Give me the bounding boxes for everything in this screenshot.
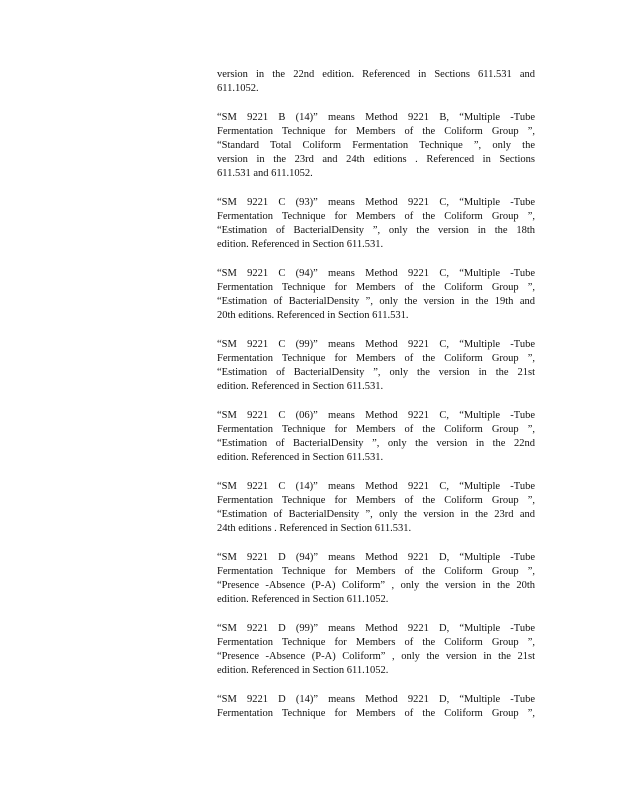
text-line: “Estimation of BacterialDensity ”, only the version in the 21st bbox=[217, 367, 535, 378]
text-line: “Standard Total Coliform Fermentation Technique ”, only the bbox=[217, 140, 535, 151]
text-line: version in the 23rd and 24th editions . Referenced in Sections bbox=[217, 154, 535, 165]
text-line: Fermentation Technique for Members of the Coliform Group ”, bbox=[217, 126, 535, 137]
definition-paragraph bbox=[217, 409, 535, 465]
text-line: edition. Referenced in Section 611.531. bbox=[217, 381, 384, 392]
text-line: 611.1052. bbox=[217, 83, 259, 94]
text-line: “SM 9221 C (93)” means Method 9221 C, “Multiple -Tube bbox=[217, 197, 535, 208]
definition-paragraph bbox=[217, 267, 535, 323]
text-line: “Presence -Absence (P-A) Coliform” , only the version in the 21st bbox=[217, 651, 535, 662]
text-line: edition. Referenced in Section 611.531. bbox=[217, 452, 384, 463]
text-line: “SM 9221 D (14)” means Method 9221 D, “Multiple -Tube bbox=[217, 694, 535, 705]
definition-paragraph bbox=[217, 551, 535, 607]
text-line: edition. Referenced in Section 611.1052. bbox=[217, 594, 389, 605]
document-body bbox=[217, 68, 535, 736]
text-line: Fermentation Technique for Members of the Coliform Group ”, bbox=[217, 282, 535, 293]
text-line: Fermentation Technique for Members of the Coliform Group ”, bbox=[217, 637, 535, 648]
definition-paragraph bbox=[217, 111, 535, 181]
text-line: “Estimation of BacterialDensity ”, only the version in the 23rd and bbox=[217, 509, 535, 520]
text-line: 611.531 and 611.1052. bbox=[217, 168, 313, 179]
text-line: “SM 9221 D (94)” means Method 9221 D, “Multiple -Tube bbox=[217, 552, 535, 563]
definition-paragraph bbox=[217, 693, 535, 721]
text-line: “SM 9221 C (99)” means Method 9221 C, “Multiple -Tube bbox=[217, 339, 535, 350]
text-line: 24th editions . Referenced in Section 611.531. bbox=[217, 523, 412, 534]
text-line: Fermentation Technique for Members of the Coliform Group ”, bbox=[217, 495, 535, 506]
text-line: Fermentation Technique for Members of the Coliform Group ”, bbox=[217, 566, 535, 577]
text-line: Fermentation Technique for Members of the Coliform Group ”, bbox=[217, 708, 535, 719]
text-line: “SM 9221 C (14)” means Method 9221 C, “Multiple -Tube bbox=[217, 481, 535, 492]
text-line: Fermentation Technique for Members of the Coliform Group ”, bbox=[217, 424, 535, 435]
text-line: “SM 9221 C (06)” means Method 9221 C, “Multiple -Tube bbox=[217, 410, 535, 421]
text-line: Fermentation Technique for Members of the Coliform Group ”, bbox=[217, 211, 535, 222]
text-line: edition. Referenced in Section 611.531. bbox=[217, 239, 384, 250]
text-line: “Estimation of BacterialDensity ”, only the version in the 22nd bbox=[217, 438, 535, 449]
definition-paragraph bbox=[217, 196, 535, 252]
definition-paragraph bbox=[217, 622, 535, 678]
definition-paragraph bbox=[217, 68, 535, 96]
text-line: “Presence -Absence (P-A) Coliform” , only the version in the 20th bbox=[217, 580, 535, 591]
text-line: “SM 9221 D (99)” means Method 9221 D, “Multiple -Tube bbox=[217, 623, 535, 634]
text-line: “SM 9221 C (94)” means Method 9221 C, “Multiple -Tube bbox=[217, 268, 535, 279]
text-line: 20th editions. Referenced in Section 611.531. bbox=[217, 310, 409, 321]
definition-paragraph bbox=[217, 338, 535, 394]
text-line: edition. Referenced in Section 611.1052. bbox=[217, 665, 389, 676]
text-line: Fermentation Technique for Members of the Coliform Group ”, bbox=[217, 353, 535, 364]
text-line: version in the 22nd edition. Referenced in Sections 611.531 and bbox=[217, 69, 535, 80]
text-line: “SM 9221 B (14)” means Method 9221 B, “Multiple -Tube bbox=[217, 112, 535, 123]
definition-paragraph bbox=[217, 480, 535, 536]
text-line: “Estimation of BacterialDensity ”, only the version in the 19th and bbox=[217, 296, 535, 307]
text-line: “Estimation of BacterialDensity ”, only the version in the 18th bbox=[217, 225, 535, 236]
